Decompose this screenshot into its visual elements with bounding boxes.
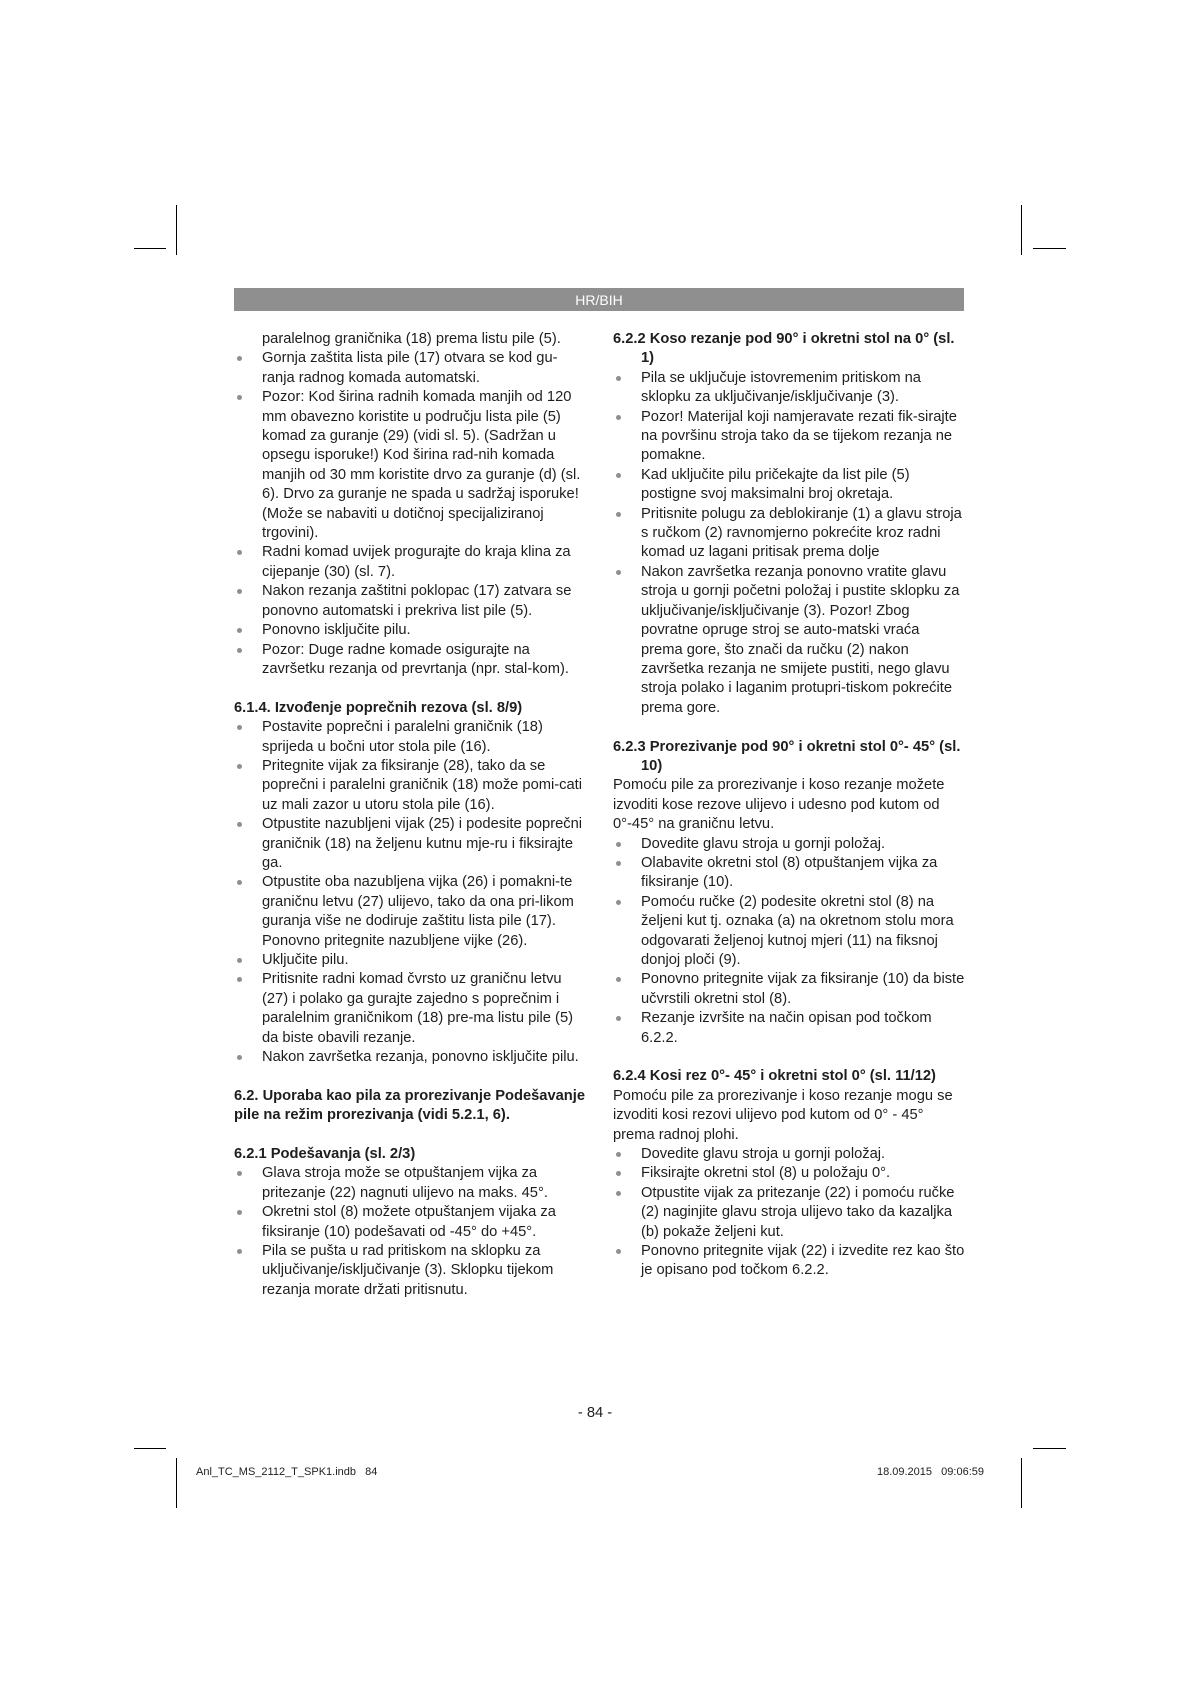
list-item: Dovedite glavu stroja u gornji položaj. [613,835,965,854]
section-heading: 6.2. Uporaba kao pila za prorezivanje Podešavanje pile na režim prorezivanja (vidi 5.2.1, 6). [234,1087,586,1124]
list-item: Radni komad uvijek progurajte do kraja klina za cijepanje (30) (sl. 7). [234,543,586,582]
crop-mark [1021,1458,1022,1508]
list-item: Gornja zaštita lista pile (17) otvara se kod gu-ranja radnog komada automatski. [234,349,586,388]
continuation-text: paralelnog graničnika (18) prema listu pile (5). [262,331,561,347]
list-item: Pritisnite polugu za deblokiranje (1) a glavu stroja s ručkom (2) ravnomjerno pokrećite kroz radni komad uz lagani pritisak prema dolje [613,505,965,563]
left-column [234,330,586,1300]
crop-mark [1033,1448,1066,1449]
list-item: Nakon završetka rezanja, ponovno isključite pilu. [234,1048,586,1067]
section-intro: Pomoću pile za prorezivanje i koso rezanje možete izvoditi kose rezove ulijevo i udesno pod kutom od 0°-45° na graničnu letvu. [613,777,945,833]
list-item: Glava stroja može se otpuštanjem vijka za pritezanje (22) nagnuti ulijevo na maks. 45°. [234,1164,586,1203]
list-item: Fiksirajte okretni stol (8) u položaju 0°. [613,1164,965,1183]
list-item: Ponovno isključite pilu. [234,621,586,640]
section-heading: 6.2.1 Podešavanja (sl. 2/3) [234,1146,416,1163]
list-item: Pozor: Kod širina radnih komada manjih od 120 mm obavezno koristite u području lista pile (5) komad za guranje (29) (vidi sl. 5). (Sadržan u opsegu isporuke!) Kod širina rad-nih komada manjih od 30 mm koristite drvo za guranje (d) (sl. 6). Drvo za guranje ne spada u sadržaj isporuke! (Može se nabaviti u dotičnoj specijaliziranoj trgovini). [234,388,586,543]
list-item: Pomoću ručke (2) podesite okretni stol (8) na željeni kut tj. oznaka (a) na okretnom stolu mora odgovarati željenoj kutnoj mjeri (11) na fiksnoj donjoj ploči (9). [613,893,965,971]
list-item: Nakon završetka rezanja ponovno vratite glavu stroja u gornji početni položaj i pustite sklopku za uključivanje/isključivanje (3). Pozor! Zbog povratne opruge stroj se auto-matski vraća prema gore, što znači da ručku (2) nakon završetka rezanja ne smijete pustiti, nego glavu stroja polako i laganim protupri-tiskom pokrećite prema gore. [613,563,965,718]
list-item: Okretni stol (8) možete otpuštanjem vijaka za fiksiranje (10) podešavati od -45° do +45°. [234,1203,586,1242]
language-header-bar [234,288,964,311]
crop-mark [134,1448,166,1449]
section-heading: 6.2.3 Prorezivanje pod 90° i okretni stol 0°- 45° (sl. 10) [613,738,961,774]
right-column [613,330,965,1281]
crop-mark [176,205,177,255]
list-item: Pila se uključuje istovremenim pritiskom na sklopku za uključivanje/isključivanje (3). [613,369,965,408]
list-item: Pritisnite radni komad čvrsto uz graničnu letvu (27) i polako ga gurajte zajedno s poprečnim i paralelnim graničnikom (18) pre-ma listu pile (5) da biste obavili rezanje. [234,970,586,1048]
list-item: Pozor! Materijal koji namjeravate rezati fik-sirajte na površinu stroja tako da se tijekom rezanja ne pomakne. [613,408,965,466]
section-intro: Pomoću pile za prorezivanje i koso rezanje mogu se izvoditi kosi rezovi ulijevo pod kutom od 0° - 45° prema radnoj plohi. [613,1087,953,1143]
list-item: Olabavite okretni stol (8) otpuštanjem vijka za fiksiranje (10). [613,854,965,893]
crop-mark [1033,248,1066,249]
list-item: Ponovno pritegnite vijak (22) i izvedite rez kao što je opisano pod točkom 6.2.2. [613,1242,965,1281]
print-timestamp: 18.09.2015 09:06:59 [876,1466,984,1478]
list-item: Kad uključite pilu pričekajte da list pile (5) postigne svoj maksimalni broj okretaja. [613,466,965,505]
list-item: Dovedite glavu stroja u gornji položaj. [613,1145,965,1164]
section-heading: 6.2.4 Kosi rez 0°- 45° i okretni stol 0° (sl. 11/12) [613,1068,936,1085]
list-item: Otpustite vijak za pritezanje (22) i pomoću ručke (2) naginjite glavu stroja ulijevo tako da kazaljka (b) pokaže željeni kut. [613,1184,965,1242]
list-item: Pozor: Duge radne komade osigurajte na završetku rezanja od prevrtanja (npr. stal-kom). [234,641,586,680]
bullet-list [613,1145,965,1281]
bullet-list [613,835,965,1048]
bullet-list [613,369,965,718]
list-item: Rezanje izvršite na način opisan pod točkom 6.2.2. [613,1009,965,1048]
file-name: Anl_TC_MS_2112_T_SPK1.indb 84 [196,1466,378,1478]
bullet-list [234,349,586,679]
section-heading: 6.1.4. Izvođenje poprečnih rezova (sl. 8/9) [234,699,523,716]
list-item: Nakon rezanja zaštitni poklopac (17) zatvara se ponovno automatski i prekriva list pile (5). [234,582,586,621]
crop-mark [1021,205,1022,255]
list-item: Ponovno pritegnite vijak za fiksiranje (10) da biste učvrstili okretni stol (8). [613,970,965,1009]
list-item: Otpustite oba nazubljena vijka (26) i pomakni-te graničnu letvu (27) ulijevo, tako da ona pri-likom guranja više ne dodiruje zaštitu lista pile (17). Ponovno pritegnite nazubljene vijke (26). [234,873,586,951]
section-heading: 6.2.2 Koso rezanje pod 90° i okretni stol na 0° (sl. 1) [613,331,955,367]
page-number: - 84 - [577,1405,613,1421]
bullet-list [234,718,586,1067]
list-item: Pila se pušta u rad pritiskom na sklopku za uključivanje/isključivanje (3). Sklopku tijekom rezanja morate držati pritisnutu. [234,1242,586,1300]
list-item: Postavite poprečni i paralelni graničnik (18) sprijeda u bočni utor stola pile (16). [234,718,586,757]
language-tag: HR/BIH [575,291,623,308]
list-item: Pritegnite vijak za fiksiranje (28), tako da se poprečni i paralelni graničnik (18) može pomi-cati uz mali zazor u utoru stola pile (16). [234,757,586,815]
list-item: Uključite pilu. [234,951,586,970]
list-item: Otpustite nazubljeni vijak (25) i podesite poprečni graničnik (18) na željenu kutnu mje-ru i fiksirajte ga. [234,815,586,873]
crop-mark [176,1458,177,1508]
bullet-list [234,1164,586,1300]
crop-mark [134,248,166,249]
